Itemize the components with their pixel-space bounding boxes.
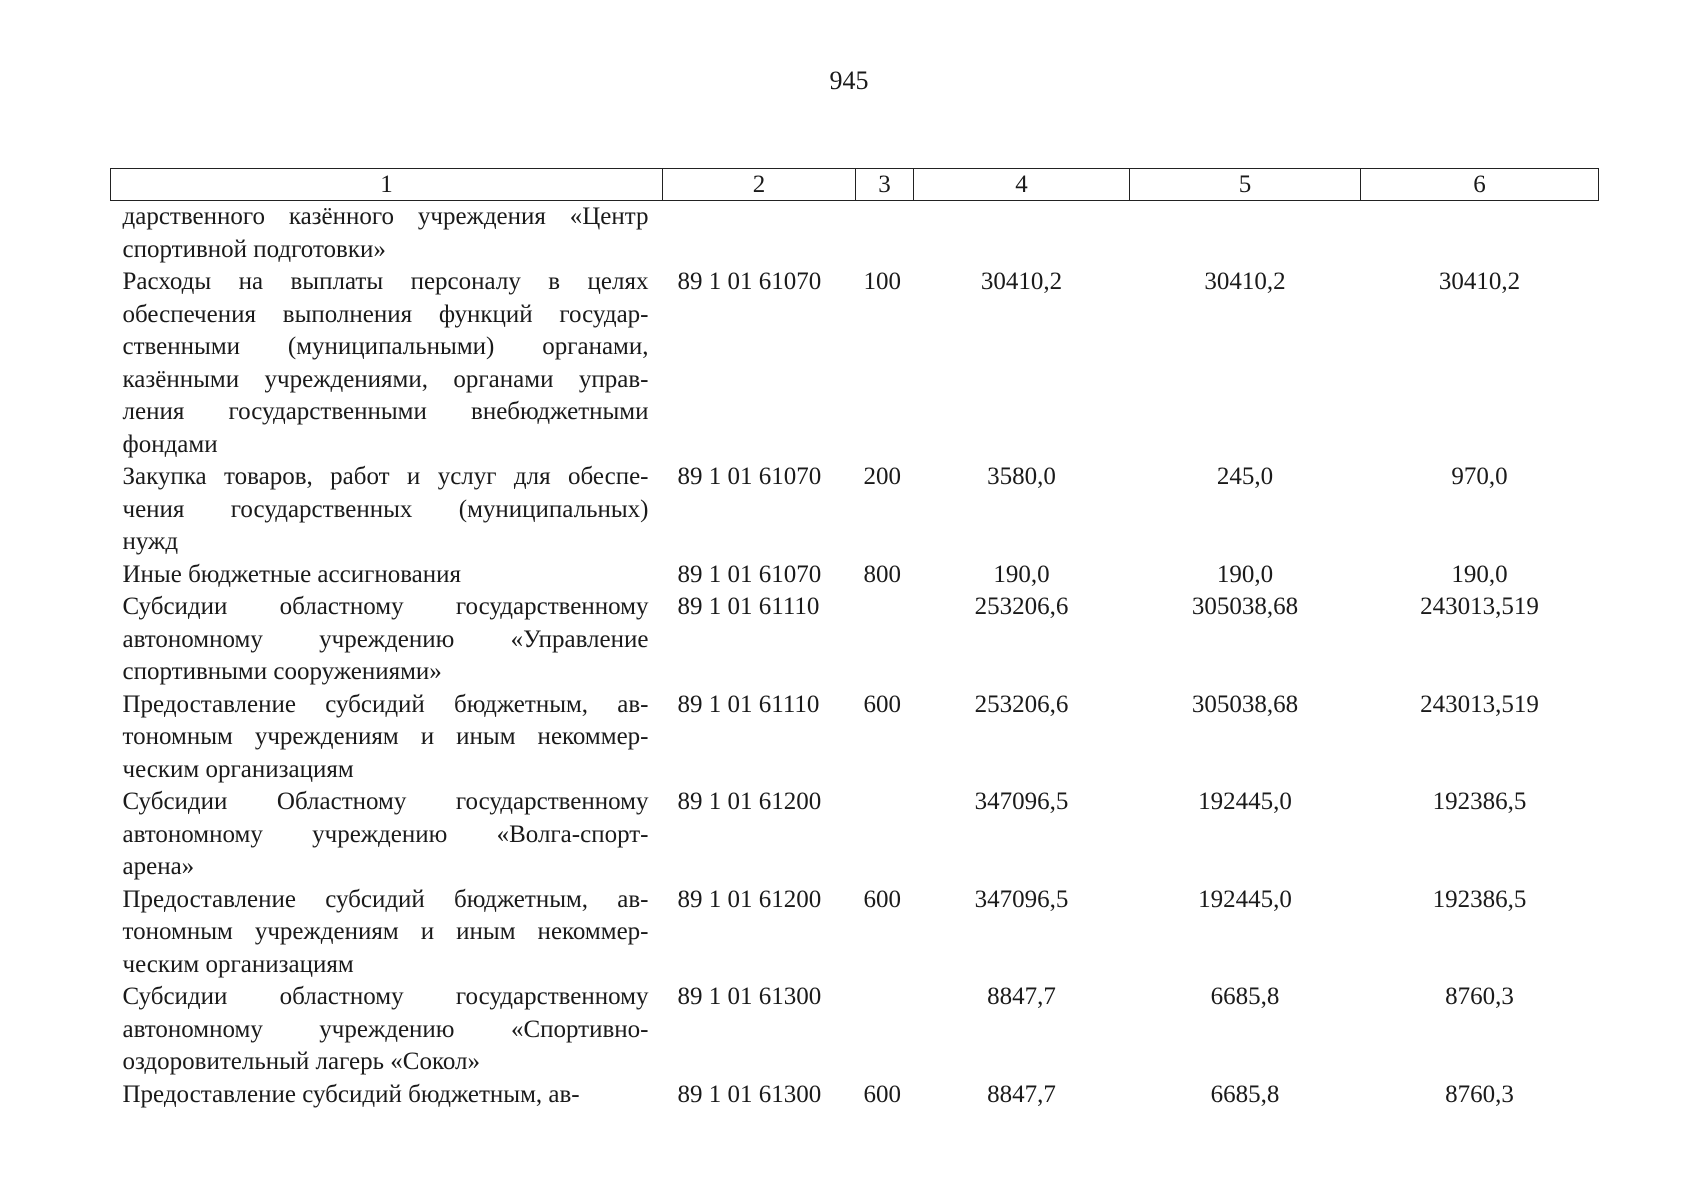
description-line: Закупка товаров, работ и услуг для обеспе- xyxy=(122,463,649,490)
description-line: ления государственными внебюджетными xyxy=(122,398,649,425)
row-value-col5: 192445,0 xyxy=(1198,885,1292,913)
column-header-1: 1 xyxy=(111,169,663,201)
row-value-col6: 8760,3 xyxy=(1445,1080,1514,1108)
row-expense-type xyxy=(856,981,914,1079)
description-line: Предоставление субсидий бюджетным, ав- xyxy=(122,1080,580,1108)
description-line: Иные бюджетные ассигнования xyxy=(122,560,462,588)
description-line: Предоставление субсидий бюджетным, ав- xyxy=(122,885,649,913)
page-number: 945 xyxy=(829,66,869,95)
table-row xyxy=(111,591,1599,689)
description-line: фондами xyxy=(122,430,218,458)
row-value-col5: 6685,8 xyxy=(1210,1080,1280,1108)
row-code: 89 1 01 61070 xyxy=(677,560,822,588)
row-value-col6: 190,0 xyxy=(1451,560,1508,588)
description-line: спортивной подготовки» xyxy=(122,235,386,263)
column-header-2: 2 xyxy=(663,169,856,201)
row-expense-type: 600 xyxy=(863,1080,901,1108)
description-line: ческим организациям xyxy=(122,755,354,783)
table-row xyxy=(111,884,1599,982)
column-header-5: 5 xyxy=(1130,169,1361,201)
row-value-col4: 253206,6 xyxy=(974,593,1069,620)
row-value-col4: 190,0 xyxy=(993,560,1050,588)
table-body xyxy=(111,201,1599,1112)
row-code xyxy=(663,201,856,267)
row-expense-type: 200 xyxy=(863,463,901,490)
description-line: спортивными сооружениями» xyxy=(122,658,442,685)
row-code: 89 1 01 61300 xyxy=(677,983,822,1010)
row-value-col4: 347096,5 xyxy=(974,885,1069,913)
row-code: 89 1 01 61110 xyxy=(677,593,820,620)
row-description xyxy=(111,559,663,592)
table-row xyxy=(111,786,1599,884)
row-description xyxy=(111,266,663,461)
table-row xyxy=(111,981,1599,1079)
column-header-3: 3 xyxy=(856,169,914,201)
row-value-col4 xyxy=(914,201,1130,267)
row-value-col6: 970,0 xyxy=(1451,463,1508,490)
row-expense-type: 600 xyxy=(863,690,901,718)
row-value-col4: 30410,2 xyxy=(980,268,1063,295)
table-row xyxy=(111,461,1599,559)
row-value-col4: 347096,5 xyxy=(974,788,1069,815)
description-line: чения государственных (муниципальных) xyxy=(122,495,649,523)
row-expense-type xyxy=(856,591,914,689)
row-value-col5: 6685,8 xyxy=(1210,983,1280,1010)
description-line: Расходы на выплаты персоналу в целях xyxy=(122,268,649,295)
row-description xyxy=(111,461,663,559)
table-header-row xyxy=(111,169,1599,201)
row-value-col6: 192386,5 xyxy=(1432,788,1527,815)
row-value-col5: 305038,68 xyxy=(1191,593,1299,620)
row-value-col4: 8847,7 xyxy=(987,983,1056,1010)
row-value-col6 xyxy=(1361,201,1599,267)
row-value-col6: 30410,2 xyxy=(1438,268,1521,295)
description-line: автономному учреждению «Спортивно- xyxy=(122,1015,649,1043)
row-description xyxy=(111,689,663,787)
description-line: казёнными учреждениями, органами управ- xyxy=(122,365,649,393)
row-code: 89 1 01 61200 xyxy=(677,788,822,815)
row-description xyxy=(111,201,663,267)
row-description xyxy=(111,1079,663,1112)
row-value-col6: 243013,519 xyxy=(1420,593,1539,620)
row-expense-type xyxy=(856,201,914,267)
table-row xyxy=(111,1079,1599,1112)
row-value-col6: 243013,519 xyxy=(1420,690,1539,718)
column-header-6: 6 xyxy=(1361,169,1599,201)
description-line: арена» xyxy=(122,853,195,880)
row-value-col4: 3580,0 xyxy=(987,463,1056,490)
row-code: 89 1 01 61200 xyxy=(677,885,822,913)
description-line: Субсидии областному государственному xyxy=(122,983,649,1010)
description-line: Предоставление субсидий бюджетным, ав- xyxy=(122,690,649,718)
row-value-col4: 253206,6 xyxy=(974,690,1069,718)
row-expense-type: 800 xyxy=(863,560,901,588)
row-description xyxy=(111,591,663,689)
row-description xyxy=(111,884,663,982)
description-line: дарственного казённого учреждения «Центр xyxy=(122,203,649,230)
description-line: тономным учреждениям и иным некоммер- xyxy=(122,918,649,945)
table-row xyxy=(111,689,1599,787)
row-value-col5: 305038,68 xyxy=(1191,690,1299,718)
row-value-col4: 8847,7 xyxy=(987,1080,1056,1108)
description-line: ческим организациям xyxy=(122,950,354,978)
row-code: 89 1 01 61070 xyxy=(677,268,822,295)
row-value-col6: 8760,3 xyxy=(1445,983,1514,1010)
row-value-col5: 30410,2 xyxy=(1204,268,1286,295)
description-line: автономному учреждению «Волга-спорт- xyxy=(122,820,649,848)
row-value-col5: 245,0 xyxy=(1216,463,1274,490)
description-line: автономному учреждению «Управление xyxy=(122,625,649,653)
row-value-col6: 192386,5 xyxy=(1432,885,1527,913)
row-expense-type xyxy=(856,786,914,884)
description-line: Субсидии областному государственному xyxy=(122,593,649,620)
row-value-col5: 190,0 xyxy=(1216,560,1274,588)
row-value-col5: 192445,0 xyxy=(1198,788,1292,815)
description-line: ственными (муниципальными) органами, xyxy=(122,333,649,360)
row-code: 89 1 01 61110 xyxy=(677,690,820,718)
row-description xyxy=(111,981,663,1079)
description-line: Субсидии Областному государственному xyxy=(122,788,649,815)
description-line: тономным учреждениям и иным некоммер- xyxy=(122,723,649,750)
table-row xyxy=(111,559,1599,592)
table-row xyxy=(111,201,1599,267)
description-line: обеспечения выполнения функций государ- xyxy=(122,300,649,328)
row-code: 89 1 01 61300 xyxy=(677,1080,822,1108)
row-expense-type: 600 xyxy=(863,885,901,913)
description-line: нужд xyxy=(122,528,179,555)
row-code: 89 1 01 61070 xyxy=(677,463,822,490)
column-header-4: 4 xyxy=(914,169,1130,201)
table-row xyxy=(111,266,1599,461)
budget-table xyxy=(110,168,1599,1111)
row-value-col5 xyxy=(1130,201,1361,267)
row-expense-type: 100 xyxy=(863,268,901,295)
row-description xyxy=(111,786,663,884)
description-line: оздоровительный лагерь «Сокол» xyxy=(122,1048,480,1075)
